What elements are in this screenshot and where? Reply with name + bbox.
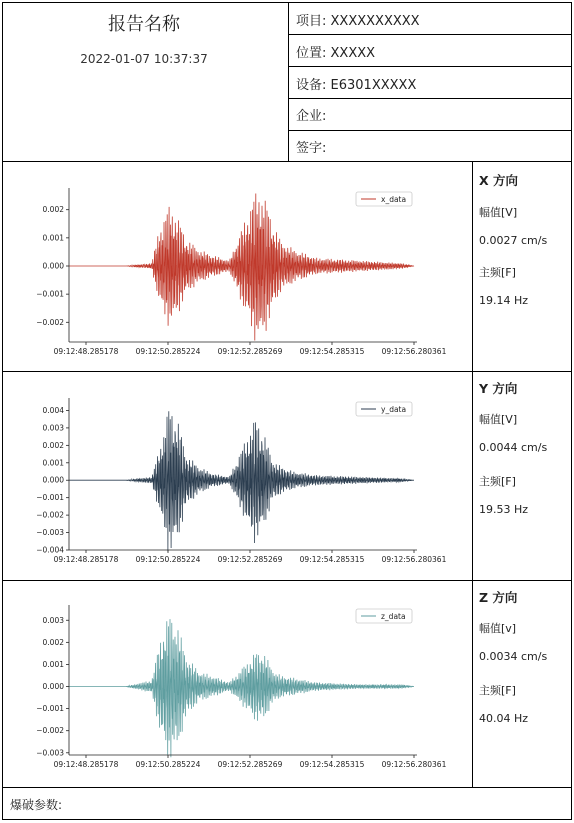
field-signature-label: 签字: (296, 141, 327, 156)
chart-x (2, 162, 472, 371)
blast-parameters-label: 爆破参数: (10, 798, 63, 812)
y-tick-label: 0.001 (42, 458, 64, 468)
field-location-label: 位置: (296, 46, 327, 61)
panel-y-freq-label: 主频[F] (479, 475, 516, 488)
field-divider-2 (288, 66, 572, 67)
y-tick-label: 0.003 (42, 423, 64, 433)
field-location (296, 42, 375, 61)
field-divider-3 (288, 98, 572, 99)
y-tick-label: −0.001 (36, 493, 64, 503)
field-device-label: 设备: (296, 78, 327, 93)
y-tick-label: −0.002 (36, 726, 64, 736)
panel-z-freq-value: 40.04 Hz (479, 712, 529, 725)
panel-y-heading: Y 方向 (479, 381, 518, 396)
y-tick-label: −0.004 (36, 545, 64, 555)
y-tick-label: −0.003 (36, 748, 64, 758)
y-tick-label: 0.002 (42, 205, 64, 215)
field-project (296, 10, 420, 29)
report-datetime: 2022-01-07 10:37:37 (80, 52, 208, 66)
y-tick-label: −0.002 (36, 510, 64, 520)
panel-x-freq-label: 主频[F] (479, 266, 516, 279)
legend-label: y_data (381, 405, 407, 414)
y-tick-label: −0.002 (36, 317, 64, 327)
field-project-value: XXXXXXXXXX (330, 14, 420, 29)
y-tick-label: 0.001 (42, 659, 64, 669)
chart-z (2, 581, 472, 787)
field-signature (296, 137, 326, 156)
x-tick-label: 09:12:52.285269 (217, 347, 283, 356)
y-tick-label: −0.003 (36, 528, 64, 538)
y-tick-label: 0.002 (42, 440, 64, 450)
chart-y (2, 372, 472, 580)
y-tick-label: 0.004 (42, 405, 64, 415)
legend-label: x_data (381, 195, 407, 204)
field-divider-4 (288, 130, 572, 131)
field-device-value: E6301XXXXX (330, 78, 417, 93)
y-tick-label: 0.002 (42, 637, 64, 647)
x-tick-label: 09:12:48.285178 (53, 347, 119, 356)
x-tick-label: 09:12:56.280361 (381, 760, 447, 769)
field-location-value: XXXXX (330, 46, 376, 61)
header-divider (288, 2, 289, 161)
panel-z-freq-label: 主频[F] (479, 684, 516, 697)
x-tick-label: 09:12:48.285178 (53, 555, 119, 564)
series-line-z_data (69, 619, 414, 757)
y-tick-label: 0.000 (42, 682, 64, 692)
legend-label: z_data (381, 612, 406, 621)
x-tick-label: 09:12:52.285269 (217, 760, 283, 769)
footer-top-line (2, 787, 572, 788)
panel-z-heading: Z 方向 (479, 590, 518, 605)
x-tick-label: 09:12:48.285178 (53, 760, 119, 769)
series-line-x_data (69, 194, 414, 341)
y-tick-label: −0.001 (36, 704, 64, 714)
y-tick-label: 0.000 (42, 475, 64, 485)
panel-z-amp-label: 幅值[v] (479, 622, 517, 635)
report-title: 报告名称 (108, 14, 180, 35)
series-line-y_data (69, 411, 414, 552)
field-company (296, 105, 326, 124)
panel-y-amp-value: 0.0044 cm/s (479, 441, 548, 454)
x-tick-label: 09:12:54.285315 (299, 555, 365, 564)
x-tick-label: 09:12:54.285315 (299, 760, 365, 769)
x-tick-label: 09:12:56.280361 (381, 555, 447, 564)
x-tick-label: 09:12:52.285269 (217, 555, 283, 564)
x-tick-label: 09:12:50.285224 (135, 555, 201, 564)
field-device (296, 74, 416, 93)
x-tick-label: 09:12:50.285224 (135, 760, 201, 769)
panel-x-amp-value: 0.0027 cm/s (479, 234, 548, 247)
y-tick-label: 0.000 (42, 261, 64, 271)
panel-side-divider (472, 161, 473, 787)
y-tick-label: 0.001 (42, 233, 64, 243)
field-company-label: 企业: (296, 109, 327, 124)
panel-x-amp-label: 幅值[V] (479, 206, 518, 219)
panel-z-amp-value: 0.0034 cm/s (479, 650, 548, 663)
panel-y-freq-value: 19.53 Hz (479, 503, 529, 516)
y-tick-label: 0.003 (42, 615, 64, 625)
x-tick-label: 09:12:54.285315 (299, 347, 365, 356)
field-divider-1 (288, 34, 572, 35)
panel-x-freq-value: 19.14 Hz (479, 294, 529, 307)
field-project-label: 项目: (296, 14, 327, 29)
panel-x-heading: X 方向 (479, 173, 518, 188)
x-tick-label: 09:12:50.285224 (135, 347, 201, 356)
x-tick-label: 09:12:56.280361 (381, 347, 447, 356)
panel-y-amp-label: 幅值[V] (479, 413, 518, 426)
y-tick-label: −0.001 (36, 289, 64, 299)
